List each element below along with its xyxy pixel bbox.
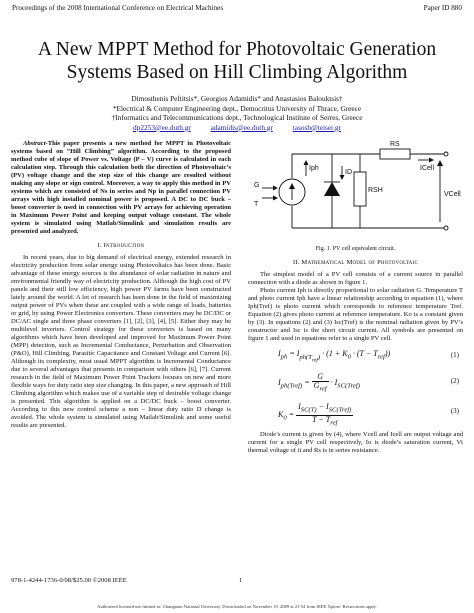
section-heading-introduction: I. Introduction [97,242,145,249]
label-rsh: RSH [368,187,383,194]
circuit-diagram [248,140,463,243]
model-paragraph-3: Diode’s current is given by (4), where Vcell and Icell are output voltage and current for a single PV cell respectively, Io is diode’s saturation current, Vt thermal voltage of it and Rs is in series resistance. [248,431,463,454]
affiliation-1: *Electrical & Computer Engineering dept., Democritus University of Thrace, Greece [112,103,362,113]
footer-isbn: 978-1-4244-1736-0/08/$25.00 ©2008 IEEE [11,577,127,584]
label-icell: ICell [420,165,435,172]
header-paper-id: Paper ID 880 [423,4,462,12]
equation-1: $I_{ph} = I_{ph(T_{ref})} \cdot (1 + K_0 \cdot (T - T_{ref}))$ (1) [278,349,459,363]
license-notice: Authorized licensed use limited to: Chungnam National University. Downloaded on November 19, 2009 at 21:54 from IEEE Xplore. Restrictions apply. [97,604,377,609]
equation-2: $I_{ph(Tref)}$ = $\frac{G}{G_{ref}}$ · $I_{SC(Tref)}$ (2) [278,372,459,393]
author-emails [0,123,474,133]
equation-1-number: (1) [450,351,459,359]
email-link-1[interactable]: dp2253@ee.duth.gr [133,122,191,132]
equation-3: $K_0$ = $\frac{I_{SC(T)} - I_{SC(Tref)}}{T - T_{ref}}$ (3) [278,402,459,427]
author-names: Dimosthenis Peftitsis*, Georgios Adamidis* and Anastasios Balouktsis† [131,94,343,103]
right-column [248,140,463,455]
header-conference: Proceedings of the 2008 International Conference on Electrical Machines [12,4,224,12]
label-iph: Iph [309,165,319,172]
label-vcell: VCell [444,191,461,198]
page-number: 1 [239,577,243,584]
model-paragraph-2: Photo current Iph is directly proportional to solar radiation G. Temperature T and photo current Iph have a linear relationship according to equation (1), where Iph(Tref) is photo current which corresponds to reference temperature Tref. Equation (2) gives photo current at reference temperature. Ko is a constant given by (3). In equations (2) and (3) Isc(Tref) is the nominal radiation given by PV’s constructor and Isc is the short circuit current. All symbols are presented on figure 1 and used in equations refer to a single PV cell. [248,287,463,342]
abstract-text: This paper presents a new method for MPPT in Photovoltaic systems based on “Hill Climbing” algorithm. According to the proposed method cube of slope of Power vs. Voltage (P – V) curve is calculated in each calculation step. Through this calculation both the direction of Photovoltaic’s (PV) voltage change and the step size of this change are resulted without making any slope or sign control. Moreover, a way to apply this method in PV systems which are consisted of Ns in series and Np in parallel connection PV arrays with high installed nominal power is proposed. A DC to DC buck – boost converter is used in connection with PV arrays for achieving operation in Maximum Power Point and keeping output voltage constant. The whole system is simulated using Matlab/Simulink and simulation results are presented and analyzed. [11,140,231,235]
left-column [11,140,231,430]
label-t: T [254,201,259,208]
author-block [0,94,474,132]
label-id: ID [345,169,352,176]
email-link-2[interactable]: adamidis@ee.duth.gr [210,122,273,132]
paper-title [0,38,474,84]
label-rs: RS [390,141,400,148]
email-link-3[interactable]: tasosb@teiser.gr [292,122,341,132]
title-line-1: A New MPPT Method for Photovoltaic Generation [37,39,437,60]
abstract [11,140,231,236]
label-g: G [254,182,260,189]
affiliation-2: †Informatics and Telecommunications dept., Technological Institute of Serres, Greece [111,113,363,123]
model-paragraph-1: The simplest model of a PV cell consists of a current source in parallel connection with a diode as shown in figure 1. [248,271,463,286]
equation-3-number: (3) [450,407,459,415]
equation-2-number: (2) [450,377,459,385]
abstract-label: Abstract- [23,140,48,147]
figure-caption: Fig. 1. PV cell equivalent circuit. [315,246,396,252]
section-heading-model: II. Mathematical Model of Photovoltaic [292,259,419,266]
introduction-text: In recent years, due to big demand of electrical energy, extended research in electricity production from solar energy using Photovoltaics has been done. Basic advantage of these energy sources is the abundance of solar radiation in nature and environmental friendly way of electricity production. Although the high cost of PV panels and their still low efficiency, high power PV farms have been constructed lately around the world. A lot of research has been done in the field of maximizing output power of PVs when these are coupled with a wide range of loads, batteries or grid, by using Power Electronics converters. These converters may be DC/DC or DC/AC single and three phase converters [1], [2], [3], [4], [5]. Either they may be multilevel inverters. Control strategy for these converters is based on many algorithms which have been developed and improved for Maximum Power Point (MPP) detection, such as Incremental Conductance, Perturbation and Observation (P&O), Hill Climbing, Parasitic Capacitance and Constant Voltage and Current [6]. Although its complexity, most usual MPPT algorithm is Incremental Conductance due to several advantages that presents in comparison with others [6], [7]. Current research in the field of Maximum Power Point Trackers focuses on new and more flexible ways for duty ratio step size changing. In this paper, a new approach of Hill Climbing algorithm which makes use of a variable step of desirable voltage change is presented. This algorithm is applied on a DC/DC buck – boost converter. According to this new control scheme a non – linear duty ratio D change is avoided. The whole system is simulated using Matlab/Simulink and some useful results are presented. [11,254,231,429]
title-line-2: Systems Based on Hill Climbing Algorithm [66,62,408,83]
pv-cell-circuit-figure [248,140,463,243]
